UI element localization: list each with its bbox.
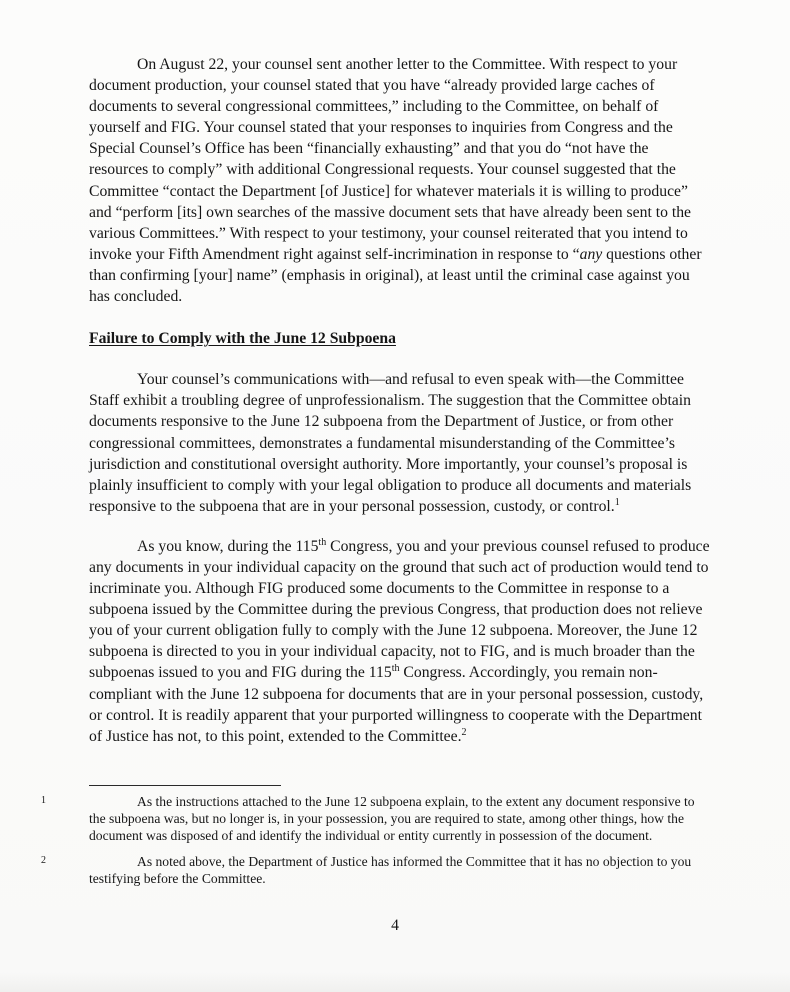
footnote-ref-2[interactable]: 2: [461, 726, 467, 738]
paragraph-text-tail: questions other than confirming [your] name” (emphasis in original), at least until the criminal case against you has concluded.: [89, 245, 702, 306]
footnote-text: As noted above, the Department of Justice has informed the Committee that it has no objection to you testifying before the Committee.: [89, 853, 692, 886]
body-text: [89, 54, 710, 747]
footnote-ref-1[interactable]: 1: [614, 496, 620, 508]
paragraph-counsel-communications: [89, 369, 710, 517]
spacer: [89, 517, 710, 536]
footnotes: [41, 793, 710, 895]
scan-bottom-shadow: [0, 972, 790, 992]
footnote-separator: [89, 785, 281, 786]
paragraph-text: On August 22, your counsel sent another letter to the Committee. With respect to your document production, your counsel stated that you have “already provided large caches of documents to several congressional committees,” including to the Committee, on behalf of yourself and FIG. Your counsel stated that your responses to inquiries from Congress and the Special Counsel’s Office has been “financially exhausting” and that you do “not have the resources to comply” with additional Congressional requests. Your counsel suggested that the Committee “contact the Department [of Justice] for whatever materials it is willing to produce” and “perform [its] own searches of the massive document sets that have already been sent to the various Committees.” With respect to your testimony, your counsel reiterated that you intend to invoke your Fifth Amendment right against self-incrimination in response to “: [89, 56, 692, 263]
page-number: 4: [391, 917, 399, 934]
spacer: [89, 349, 710, 369]
footnote-1: [41, 793, 710, 845]
paragraph-115th-congress: [89, 536, 710, 747]
ordinal-suffix: th: [391, 663, 400, 675]
footnote-number: 1: [41, 795, 46, 806]
ordinal-suffix: th: [318, 536, 327, 548]
section-heading: Failure to Comply with the June 12 Subpoena: [89, 330, 396, 348]
paragraph-text: As you know, during the 115: [137, 537, 319, 555]
paragraph-text: Congress, you and your previous counsel refused to produce any documents in your individual capacity on the ground that such act of production would tend to incriminate you. Although FIG produced some documents to the Committee in response to a subpoena issued by the Committee during the previous Congress, that production does not relieve you of your current obligation fully to comply with the June 12 subpoena. Moreover, the June 12 subpoena is directed to you in your individual capacity, not to FIG, and is much broader than the subpoenas issued to you and FIG during the 115: [89, 537, 710, 682]
footnote-text: As the instructions attached to the June 12 subpoena explain, to the extent any document responsive to the subpoena was, but no longer is, in your possession, you are required to state, among other things, how the document was disposed of and identify the individual or entity currently in possession of the document.: [89, 794, 695, 844]
paragraph-august-22-letter: [89, 54, 710, 307]
spacer: [89, 307, 710, 328]
paragraph-text: Your counsel’s communications with—and refusal to even speak with—the Committee Staff exhibit a troubling degree of unprofessionalism. The suggestion that the Committee obtain documents responsive to the June 12 subpoena from the Department of Justice, or from other congressional committees, demonstrates a fundamental misunderstanding of the Committee’s jurisdiction and constitutional oversight authority. More importantly, your counsel’s proposal is plainly insufficient to comply with your legal obligation to produce all documents and materials responsive to the subpoena that are in your personal possession, custody, or control.: [89, 371, 692, 515]
footnote-2: [41, 853, 710, 887]
footnote-number: 2: [41, 854, 46, 866]
emphasis-any: any: [579, 245, 603, 263]
paragraph-text: Congress. Accordingly, you remain non-compliant with the June 12 subpoena for documents that are in your personal possession, custody, or control. It is readily apparent that your purported willingness to cooperate with the Department of Justice has not, to this point, extended to the Committee.: [89, 664, 704, 745]
